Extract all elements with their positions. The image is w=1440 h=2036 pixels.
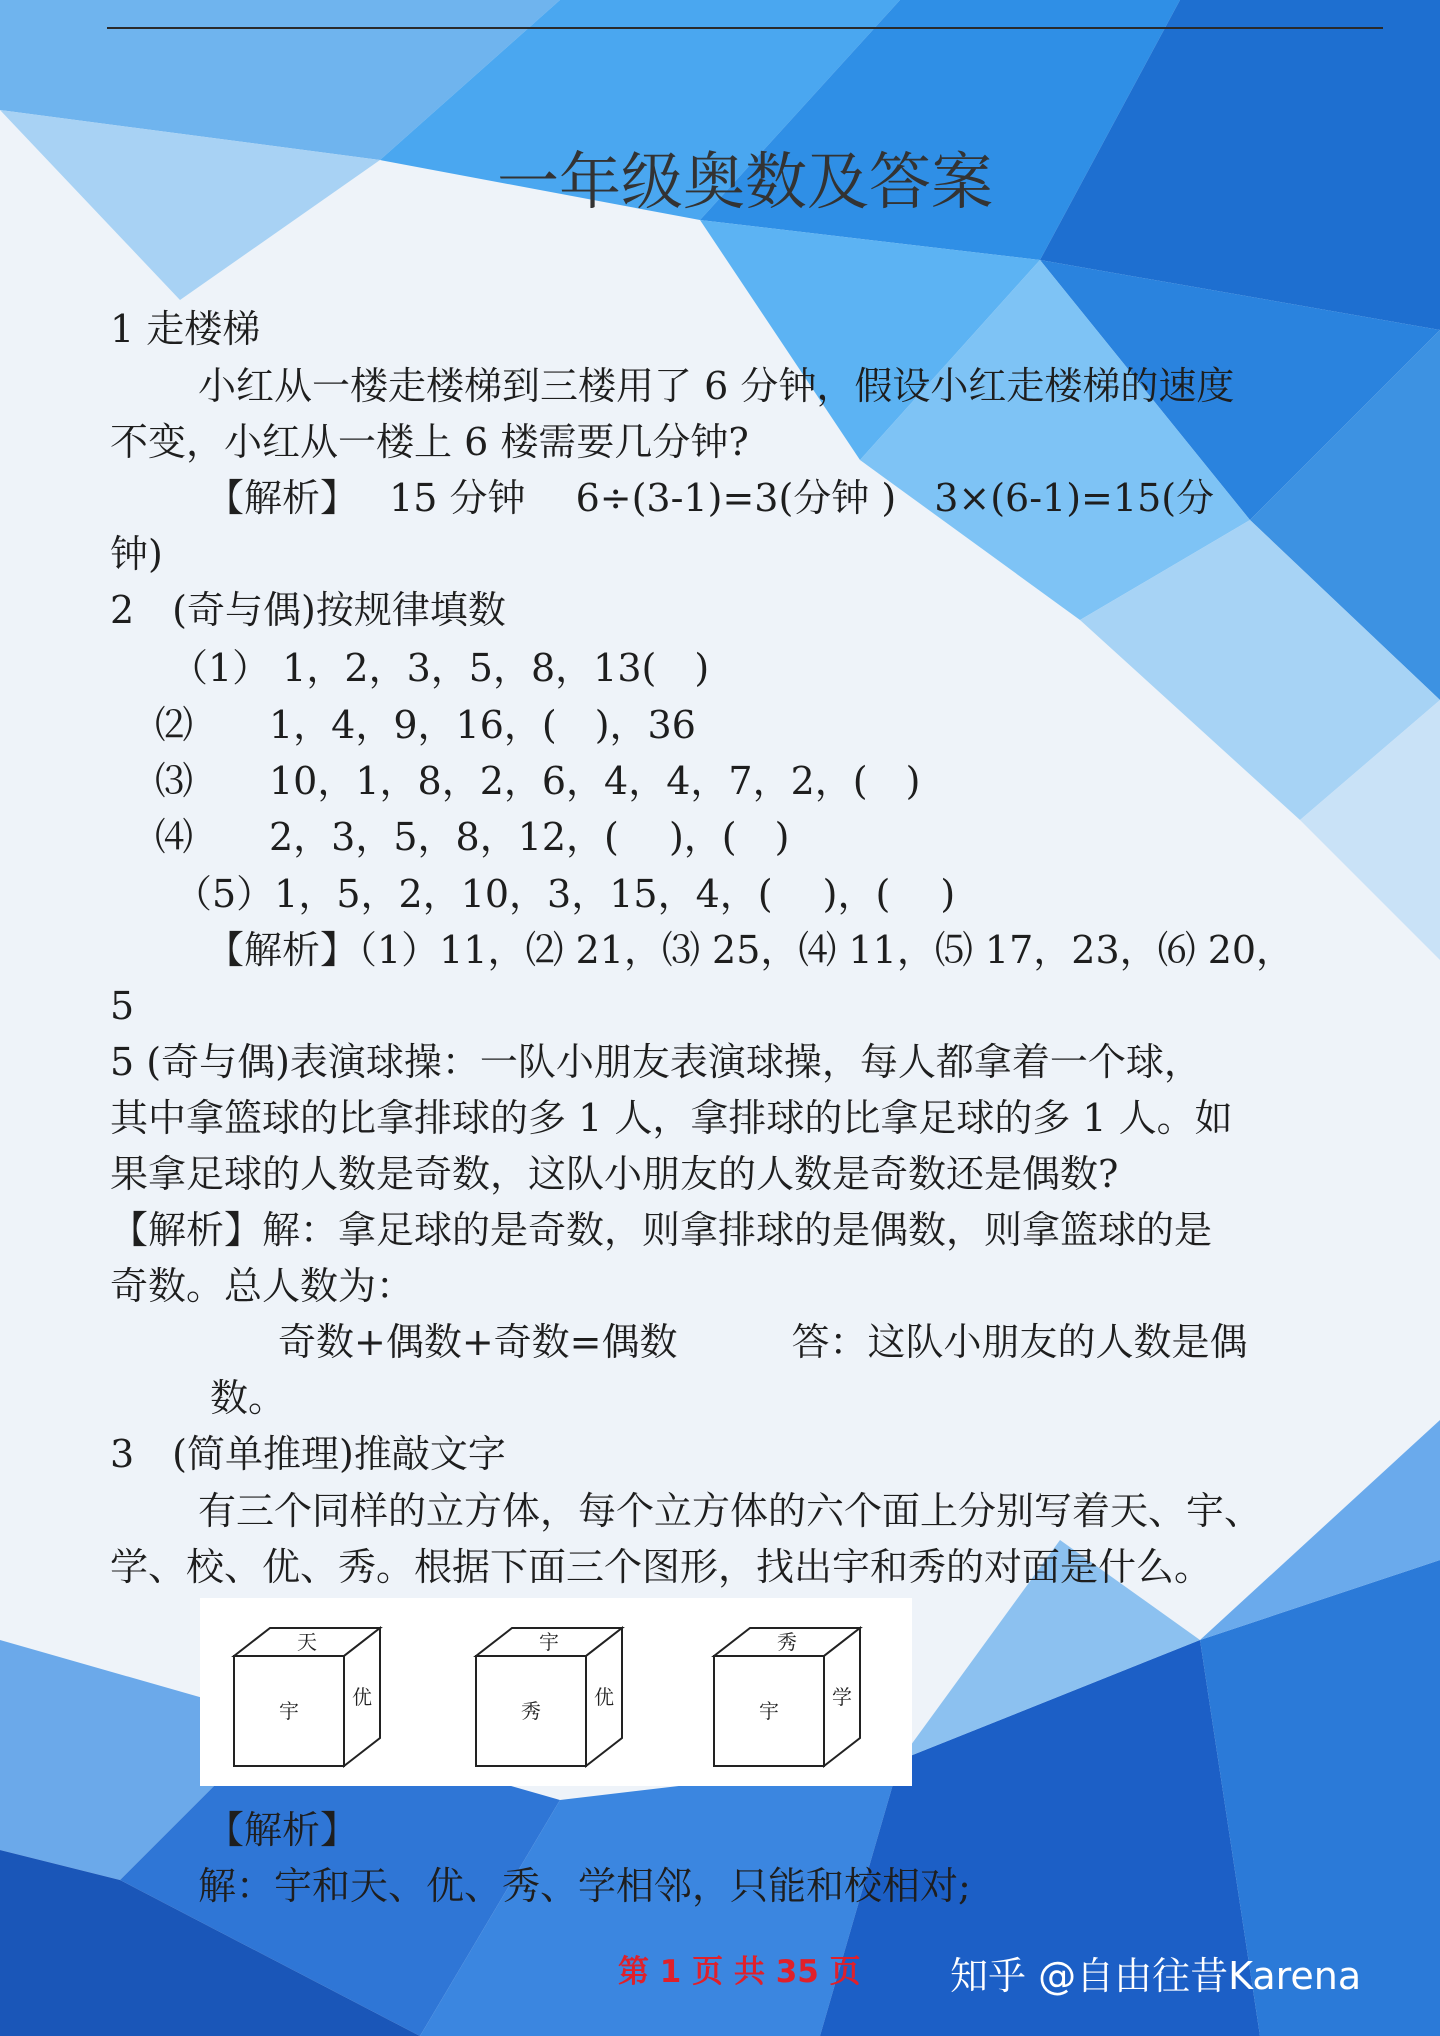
cube-side-label: 学 xyxy=(832,1685,852,1709)
section-heading: 2 (奇与偶)按规律填数 xyxy=(110,588,506,632)
watermark-brand: 知乎 @自由往昔Karena xyxy=(950,1954,1362,1998)
sequence-line: （5）1，5，2，10，3，15，4，( )，( ) xyxy=(174,872,956,916)
cube-side-label: 优 xyxy=(594,1685,614,1709)
sequence-line: （1） 1，2，3，5，8，13( ) xyxy=(170,646,710,690)
text-line: 奇数。总人数为： xyxy=(110,1264,415,1308)
analysis-line: 【解析】 15 分钟 6÷(3-1)=3(分钟 ) 3×(6-1)=15(分 xyxy=(206,476,1215,520)
cube-top-label: 天 xyxy=(297,1630,317,1654)
sequence-line: ⑷ 2，3，5，8，12，( )，( ) xyxy=(155,815,790,859)
cube-front-label: 宇 xyxy=(279,1699,299,1723)
analysis-line: 【解析】解：拿足球的是奇数，则拿排球的是偶数，则拿篮球的是 xyxy=(110,1208,1213,1252)
sequence-line: ⑵ 1，4，9，16，( )，36 xyxy=(155,703,696,747)
cube-2 xyxy=(476,1628,622,1766)
text-line: 小红从一楼走楼梯到三楼用了 6 分钟，假设小红走楼梯的速度 xyxy=(198,364,1235,408)
analysis-line: 【解析】（1）11，⑵ 21，⑶ 25，⑷ 11，⑸ 17，23，⑹ 20， xyxy=(206,928,1295,972)
cube-1 xyxy=(234,1628,380,1766)
text-line: 学、校、优、秀。根据下面三个图形，找出宇和秀的对面是什么。 xyxy=(110,1545,1213,1589)
cube-figure xyxy=(200,1598,912,1786)
page-title: 一年级奥数及答案 xyxy=(496,145,993,218)
text-line: 5 xyxy=(110,984,135,1028)
cube-top-label: 宇 xyxy=(539,1630,559,1654)
section-heading: 1 走楼梯 xyxy=(110,307,261,351)
cube-front-label: 秀 xyxy=(521,1699,541,1723)
top-rule xyxy=(107,27,1383,29)
analysis-heading: 【解析】 xyxy=(206,1808,359,1852)
cube-front-label: 宇 xyxy=(759,1699,779,1723)
text-line: 解：宇和天、优、秀、学相邻，只能和校相对; xyxy=(198,1864,971,1908)
section-heading: 5 (奇与偶)表演球操：一队小朋友表演球操，每人都拿着一个球， xyxy=(110,1040,1202,1084)
text-line: 奇数+偶数+奇数=偶数 答：这队小朋友的人数是偶 xyxy=(278,1320,1248,1364)
cube-side-label: 优 xyxy=(352,1685,372,1709)
sequence-line: ⑶ 10，1，8，2，6，4，4，7，2，( ) xyxy=(155,759,921,803)
text-line: 钟) xyxy=(110,532,163,576)
cube-top-label: 秀 xyxy=(777,1630,797,1654)
cube-3 xyxy=(714,1628,860,1766)
text-line: 果拿足球的人数是奇数，这队小朋友的人数是奇数还是偶数? xyxy=(110,1152,1119,1196)
section-heading: 3 (简单推理)推敲文字 xyxy=(110,1432,506,1476)
text-line: 不变，小红从一楼上 6 楼需要几分钟? xyxy=(110,420,749,464)
text-line: 有三个同样的立方体，每个立方体的六个面上分别写着天、宇、 xyxy=(198,1489,1263,1533)
page-number: 第 1 页 共 35 页 xyxy=(618,1954,861,1990)
text-line: 数。 xyxy=(210,1376,287,1420)
text-line: 其中拿篮球的比拿排球的多 1 人，拿排球的比拿足球的多 1 人。如 xyxy=(110,1096,1233,1140)
